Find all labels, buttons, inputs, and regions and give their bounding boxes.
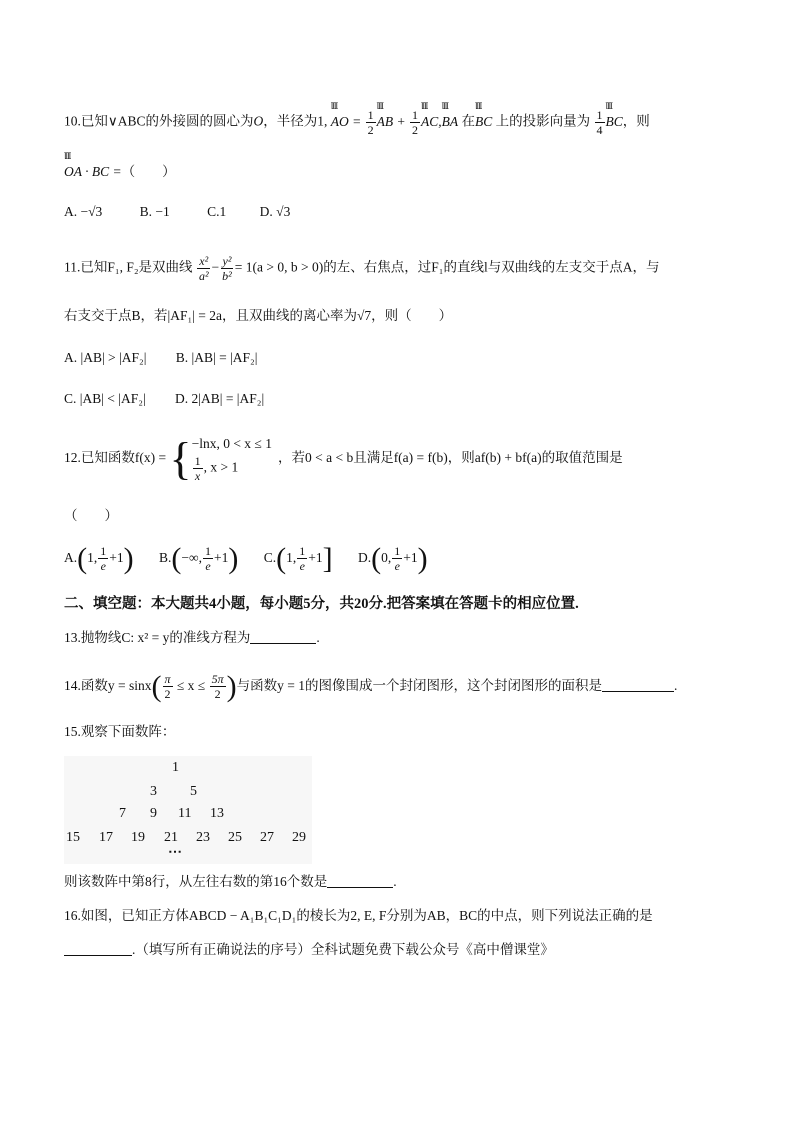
tri-cell: 21 <box>164 830 178 845</box>
q11-line2: 右支交于点B，若|AF₁| = 2a，且双曲线的离心率为√7，则（ ） <box>64 308 453 323</box>
tri-cell: 7 <box>119 806 126 821</box>
q10-option-c: C.1 <box>207 204 227 219</box>
q12-case1: −lnx, 0 < x ≤ 1 <box>191 436 272 452</box>
q16-answer-blank[interactable] <box>64 943 132 956</box>
q12-option-a: A.(1, $\frac{1}{e}$ +1) <box>64 541 134 575</box>
q12-option-c: C.(1, $\frac{1}{e}$ +1] <box>263 541 333 575</box>
tri-cell: 9 <box>150 806 157 821</box>
q11-options-cd <box>64 389 264 409</box>
q12-stem: 12.已知函数f(x) = { −lnx, 0 < x ≤ 1 $\frac{1}{x}$ , x > 1 ，若0 < a < b且满足f(a) = f(b)，则af(b) + bf(a)的取值范围是 <box>64 432 623 484</box>
q14: 14.函数y = sinx( $\frac{\pi}{2}$ ≤ x ≤ $\frac{5\pi}{2}$ )与函数y = 1的图像围成一个封闭图形，这个封闭图形的面积是 . <box>64 669 678 703</box>
tri-cell: 29 <box>292 830 306 845</box>
q10-line1: 10.已知∨ABC的外接圆的圆心为O，半径为1, ꞁꞁꞁꞁ AO = $\frac{1}{2}$ ꞁꞁꞁꞁ AB + $\frac{1}{2}$ ꞁꞁꞁꞁ AC, ꞁꞁꞁꞁ BA 在 ꞁꞁꞁꞁ BC 上的投影向量为 $\frac{1}{4}$ ꞁꞁꞁꞁ BC，则 <box>64 99 650 137</box>
q12-case2: $\frac{1}{x}$ , x > 1 <box>194 454 239 484</box>
q13: 13.抛物线C: x² = y的准线方程为 . <box>64 630 320 645</box>
tri-cell: 11 <box>178 806 192 821</box>
q13-answer-blank[interactable] <box>250 631 316 644</box>
tri-cell: 13 <box>210 806 224 821</box>
q15-title: 15.观察下面数阵： <box>64 724 176 739</box>
q10-option-a: A. −√3 <box>64 204 103 219</box>
tri-cell: 3 <box>150 784 157 799</box>
q10-line2: ꞁꞁꞁꞁ OA · BC =（ ） <box>64 150 176 179</box>
q11-option-d: D. 2|AB| = |AF₂| <box>175 391 265 406</box>
q12-paren: （ ） <box>64 508 118 523</box>
q10-option-d: D. √3 <box>259 204 291 219</box>
tri-cell: 5 <box>190 784 197 799</box>
q12-options <box>64 540 428 576</box>
q15-answer-blank[interactable] <box>327 875 393 888</box>
tri-cell: 23 <box>196 830 210 845</box>
q11-option-c: C. |AB| < |AF₂| <box>64 391 146 406</box>
tri-cell: 27 <box>260 830 274 845</box>
tri-cell: 1 <box>172 760 179 775</box>
tri-ellipsis: ⋯ <box>168 845 182 860</box>
q15-question: 则该数阵中第8行，从左往右数的第16个数是 . <box>64 874 397 889</box>
q14-answer-blank[interactable] <box>602 679 674 692</box>
tri-cell: 17 <box>99 830 113 845</box>
q16-line2: .（填写所有正确说法的序号）全科试题免费下载公众号《高中僧课堂》 <box>64 940 554 960</box>
q12-option-b: B.(−∞, $\frac{1}{e}$ +1) <box>159 541 239 575</box>
tri-cell: 25 <box>228 830 242 845</box>
q10-option-b: B. −1 <box>139 204 170 219</box>
q11-options-ab <box>64 348 257 368</box>
q11-option-a: A. |AB| > |AF₂| <box>64 350 147 365</box>
q16-line1: 16.如图，已知正方体ABCD − A₁B₁C₁D₁的棱长为2, E, F分别为AB，BC的中点，则下列说法正确的是 <box>64 908 653 923</box>
q15-number-triangle <box>64 756 312 864</box>
tri-cell: 19 <box>131 830 145 845</box>
q11-option-b: B. |AB| = |AF₂| <box>175 350 258 365</box>
tri-cell: 15 <box>66 830 80 845</box>
section-2-heading: 二、填空题：本大题共4小题，每小题5分，共20分.把答案填在答题卡的相应位置. <box>64 596 579 612</box>
q10-options <box>64 202 290 222</box>
q12-option-d: D.(0, $\frac{1}{e}$ +1) <box>358 541 428 575</box>
q11-line1: 11.已知F₁, F₂是双曲线 $\frac{\text{x²}}{\text{a²}}$ − $\frac{\text{y²}}{\text{b²}}$ = 1(a > 0, b > 0)的左、右焦点，过F₁的直线l与双曲线的左支交于点A，与 <box>64 254 660 283</box>
